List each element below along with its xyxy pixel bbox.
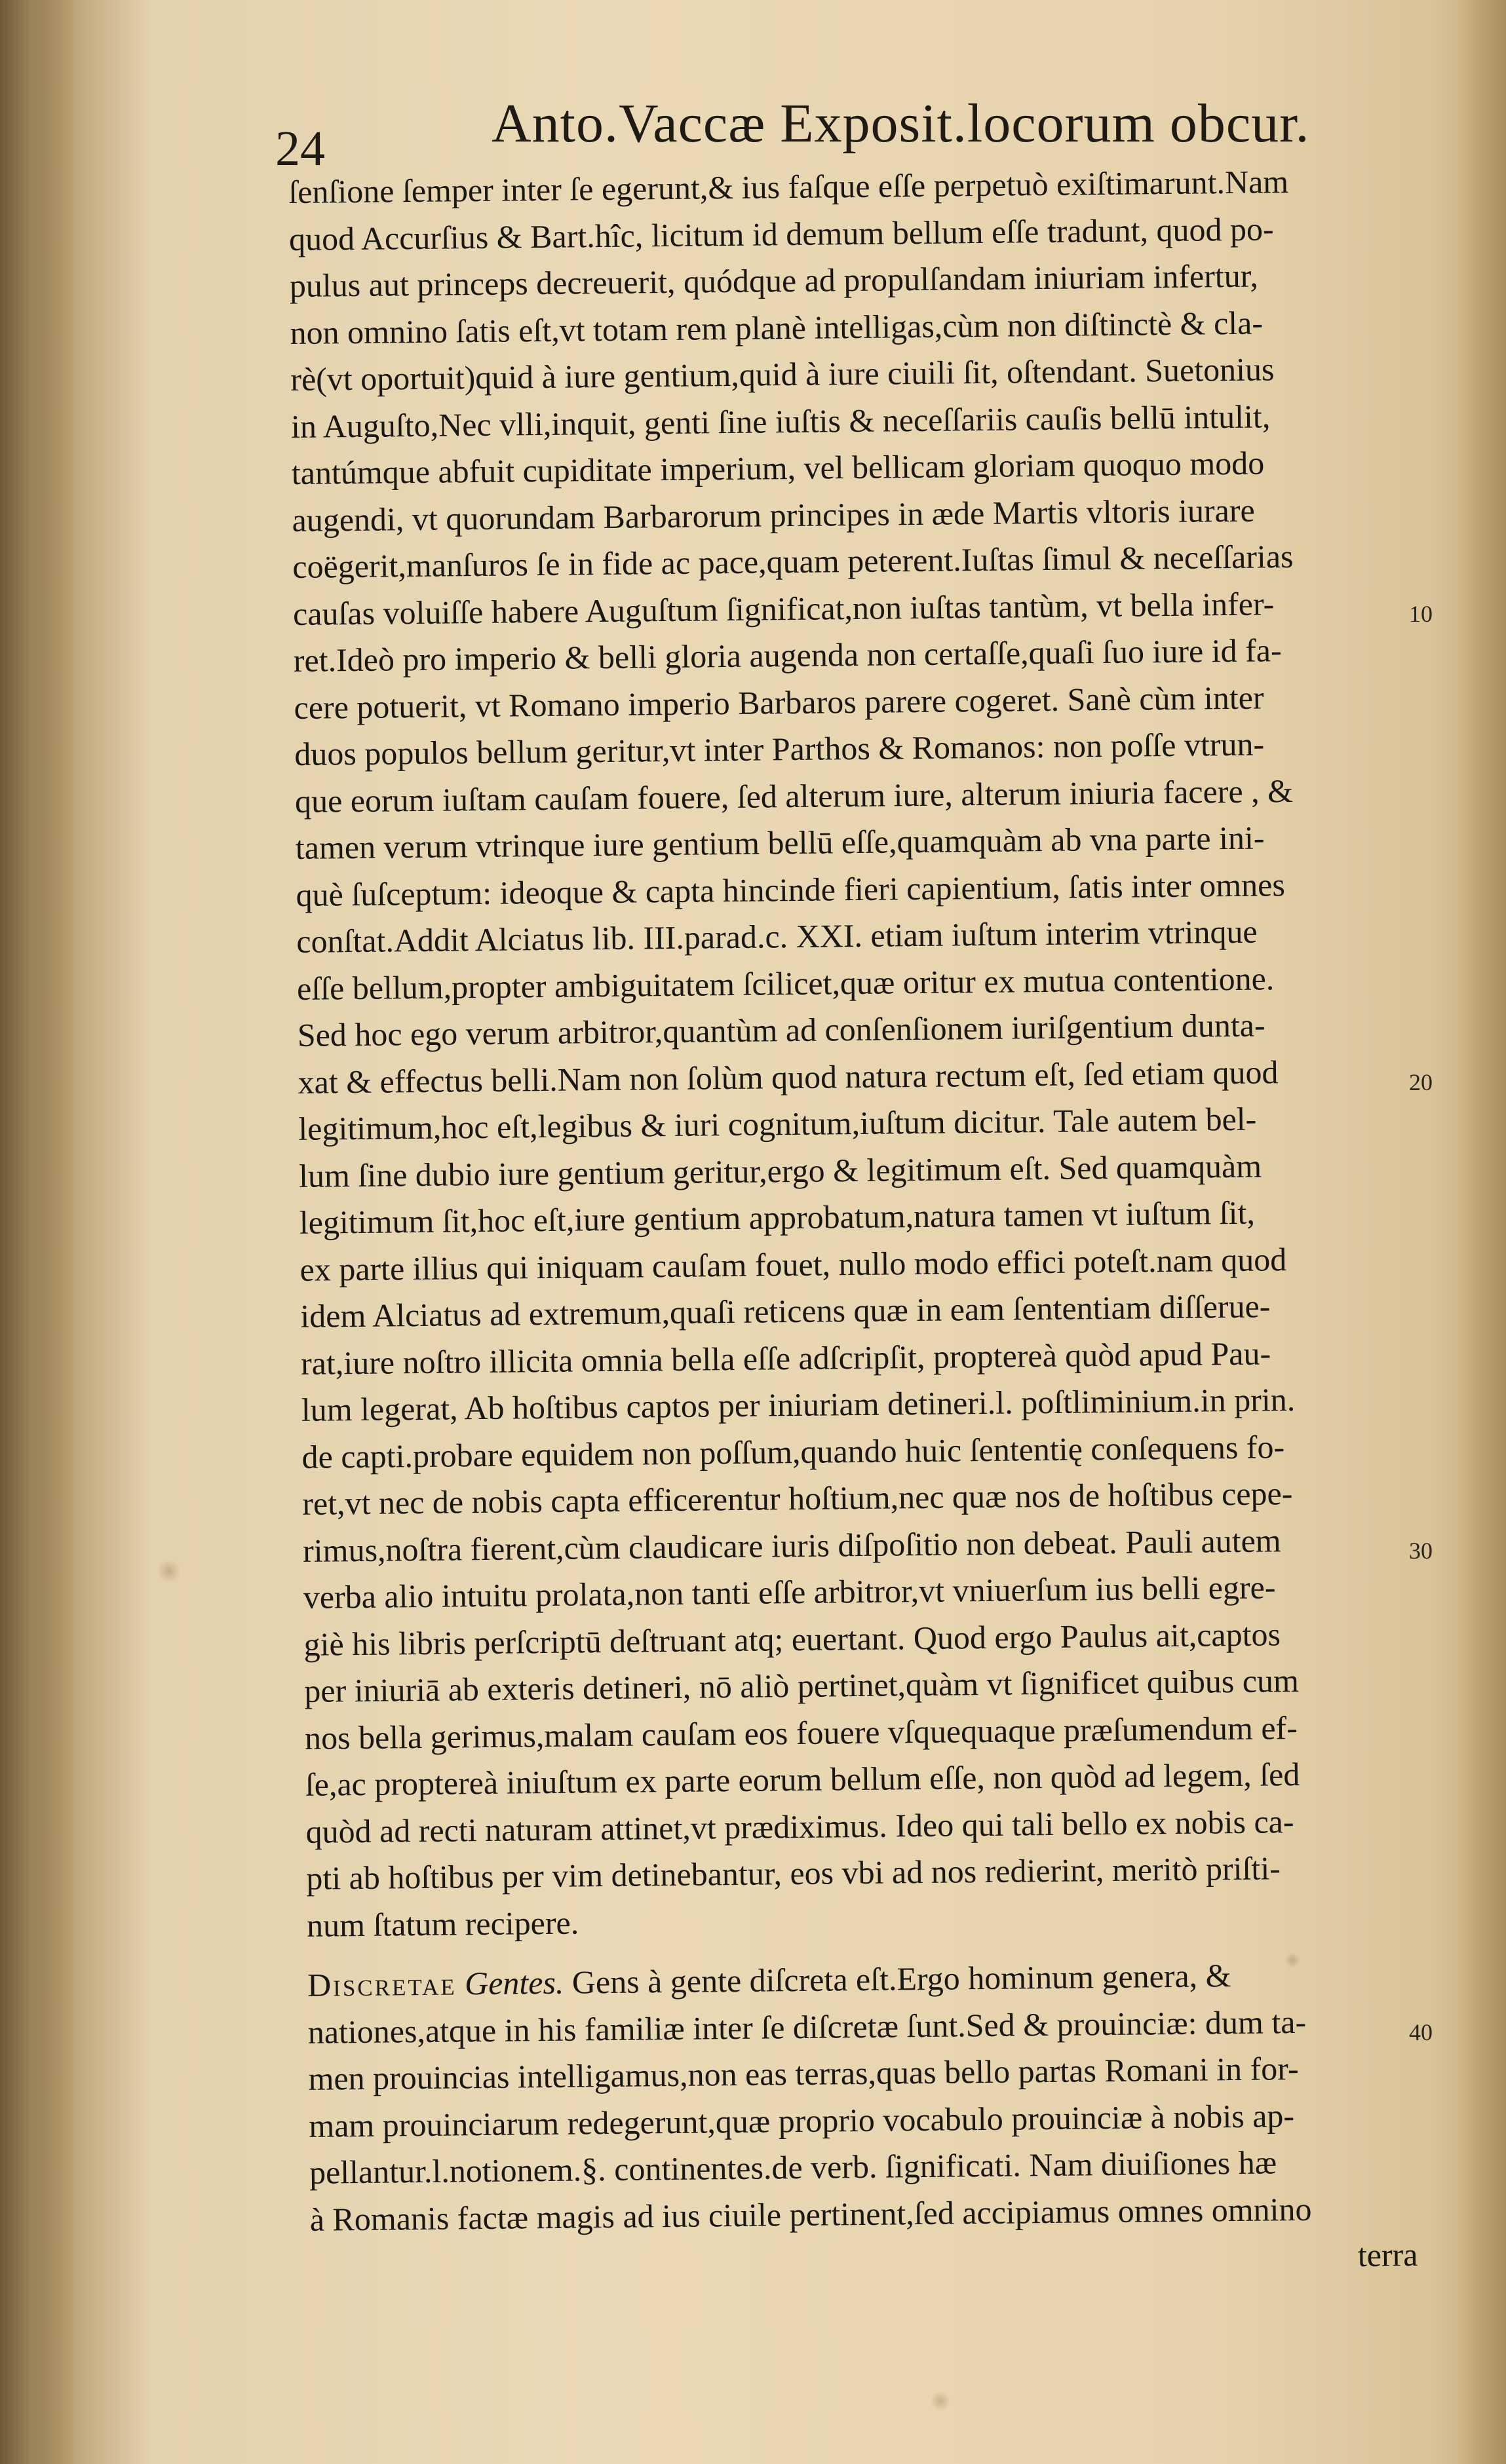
text-line: tantúmque abfuit cupiditate imperium, vel bellicam gloriam quoquo modo [291, 444, 1265, 491]
text-line: què ſuſceptum: ideoque & capta hincinde fieri capientium, ſatis inter omnes [296, 865, 1286, 913]
text-line: cauſas voluiſſe habere Auguſtum ſignificat,non iuſtas tantùm, vt bella infer- [292, 584, 1275, 632]
margin-number: 10 [1409, 600, 1433, 627]
text-line: legitimum ſit,hoc eſt,iure gentium approbatum,natura tamen vt iuſtum ſit, [299, 1194, 1256, 1241]
margin-number: 30 [1409, 1537, 1433, 1564]
page-number: 24 [275, 121, 325, 176]
text-line: ret,vt nec de nobis capta efficerentur hoſtium,nec quæ nos de hoſtibus cepe- [302, 1475, 1293, 1522]
foxing-stain [157, 1559, 181, 1583]
book-spine-shadow [0, 0, 79, 2464]
text-line: verba alio intuitu prolata,non tanti eſſe arbitror,vt vniuerſum ius belli egre- [303, 1568, 1276, 1616]
text-line: per iniuriā ab exteris detineri, nō aliò pertinet,quàm vt ſignificet quibus cum [304, 1661, 1300, 1709]
text-line: idem Alciatus ad extremum,quaſi reticens quæ in eam ſententiam diſſerue- [300, 1287, 1271, 1335]
lemma-italic: Gentes. [464, 1963, 564, 2002]
text-line: cere potuerit, vt Romano imperio Barbaros parere cogeret. Sanè cùm inter [294, 678, 1264, 726]
margin-number: 40 [1409, 2019, 1433, 2045]
catchword: terra [1357, 2236, 1418, 2274]
text-line: nationes,atque in his familiæ inter ſe diſcretæ ſunt.Sed & prouinciæ: dum ta- [307, 2003, 1307, 2051]
text-line: quod Accurſius & Bart.hîc, licitum id demum bellum eſſe tradunt, quod po- [288, 210, 1274, 257]
text-line: conſtat.Addit Alciatus lib. III.parad.c. XXI. etiam iuſtum interim vtrinque [296, 913, 1258, 960]
text-line: nos bella gerimus,malam cauſam eos fouere vſquequaque præſumendum ef- [304, 1709, 1298, 1756]
page-edge [1460, 0, 1506, 2464]
foxing-stain [931, 2391, 950, 2411]
text-line: men prouincias intelligamus,non eas terras,quas bello partas Romani in for- [308, 2050, 1299, 2097]
text-line: pti ab hoſtibus per vim detinebantur, eos vbi ad nos redierint, meritò priſti- [306, 1849, 1281, 1897]
text-line: duos populos bellum geritur,vt inter Parthos & Romanos: non poſſe vtrun- [294, 725, 1265, 772]
text-line: quòd ad recti naturam attinet,vt prædiximus. Ideo qui tali bello ex nobis ca- [305, 1802, 1294, 1850]
text-line: mam prouinciarum redegerunt,quæ proprio vocabulo prouinciæ à nobis ap- [308, 2096, 1295, 2144]
text-line: ex parte illius qui iniquam cauſam fouet, nullo modo effici poteſt.nam quod [299, 1240, 1287, 1288]
text-line: augendi, vt quorundam Barbarorum principes in æde Martis vltoris iurare [292, 491, 1255, 539]
text-line: coëgerit,manſuros ſe in fide ac pace,quam peterent.Iuſtas ſimul & neceſſarias [292, 537, 1294, 585]
text-line: ſenſione ſemper inter ſe egerunt,& ius faſque eſſe perpetuò exiſtimarunt.Nam [288, 163, 1289, 210]
section-paragraph [307, 1997, 1437, 2243]
text-line: non omnino ſatis eſt,vt totam rem planè intelligas,cùm non diſtinctè & cla- [290, 303, 1264, 351]
text-line: rat,iure noſtro illicita omnia bella eſſe adſcripſit, proptereà quòd apud Pau- [300, 1334, 1271, 1382]
text-line: eſſe bellum,propter ambiguitatem ſcilicet,quæ oritur ex mutua contentione. [296, 959, 1275, 1007]
text-line: in Auguſto,Nec vlli,inquit, genti ſine iuſtis & neceſſariis cauſis bellū intulit, [290, 397, 1271, 445]
text-line: num ſtatum recipere. [306, 1904, 579, 1944]
text-line: pellantur.l.notionem.§. continentes.de verb. ſignificati. Nam diuiſiones hæ [309, 2144, 1277, 2191]
running-head: Anto.Vaccæ Exposit.locorum obcur. [492, 93, 1310, 154]
text-line: que eorum iuſtam cauſam fouere, ſed alterum iure, alterum iniuria facere , & [294, 772, 1294, 820]
main-text [288, 157, 1438, 2290]
text-line: tamen verum vtrinque iure gentium bellū eſſe,quamquàm ab vna parte ini- [295, 819, 1265, 866]
text-line: ſe,ac proptereà iniuſtum ex parte eorum bellum eſſe, non quòd ad legem, ſed [305, 1755, 1300, 1803]
text-line: rè(vt oportuit)quid à iure gentium,quid à iure ciuili ſit, oſtendant. Suetonius [290, 351, 1275, 398]
text-line: ret.Ideò pro imperio & belli gloria augenda non certaſſe,quaſi ſuo iure id fa- [293, 632, 1282, 679]
lemma-smallcaps: Discretae [307, 1965, 457, 2003]
body-paragraph [288, 157, 1434, 1949]
text-line: lum legerat, Ab hoſtibus captos per iniuriam detineri.l. poſtliminium.in prin. [301, 1381, 1296, 1428]
text-line: giè his libris perſcriptū deſtruant atq; euertant. Quod ergo Paulus ait,captos [303, 1615, 1281, 1663]
page-header [275, 92, 1337, 176]
section-first-line-text: Gens à gente diſcreta eſt.Ergo hominum genera, & [564, 1957, 1231, 2001]
text-line: de capti.probare equidem non poſſum,quando huic ſententię conſequens fo- [301, 1428, 1285, 1475]
text-line: lum ſine dubio iure gentium geritur,ergo & legitimum eſt. Sed quamquàm [298, 1147, 1262, 1194]
text-line: Sed hoc ego verum arbitror,quantùm ad conſenſionem iuriſgentium dunta- [297, 1006, 1265, 1053]
text-line: pulus aut princeps decreuerit, quódque ad propulſandam iniuriam infertur, [289, 257, 1259, 304]
text-line: rimus,noſtra fierent,cùm claudicare iuris diſpoſitio non debeat. Pauli autem [302, 1521, 1281, 1569]
text-line: legitimum,hoc eſt,legibus & iuri cognitum,iuſtum dicitur. Tale autem bel- [298, 1100, 1257, 1147]
margin-number: 20 [1409, 1069, 1433, 1095]
text-line: xat & effectus belli.Nam non ſolùm quod natura rectum eſt, ſed etiam quod [298, 1053, 1279, 1101]
text-line: à Romanis factæ magis ad ius ciuile pertinent,ſed accipiamus omnes omnino [309, 2190, 1312, 2238]
